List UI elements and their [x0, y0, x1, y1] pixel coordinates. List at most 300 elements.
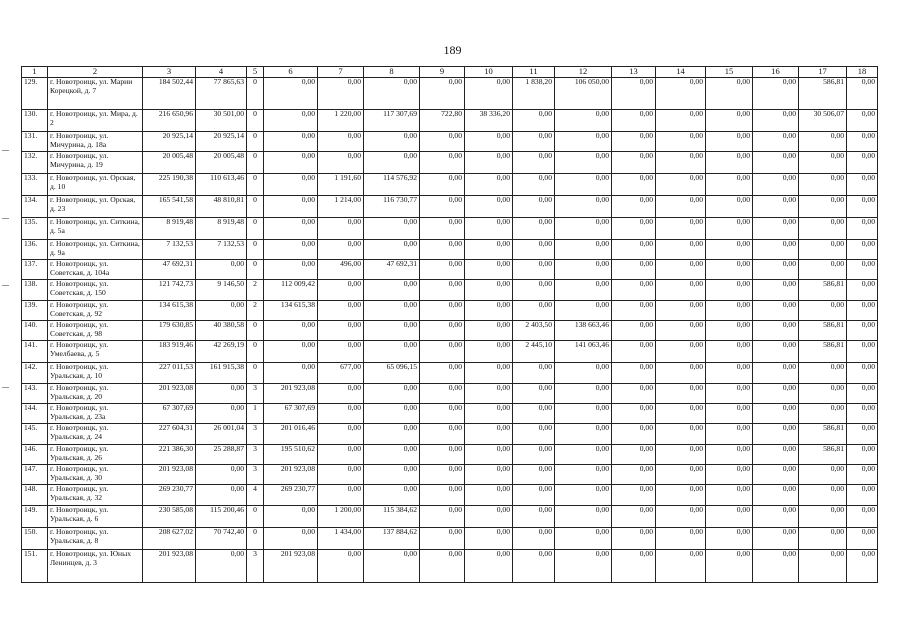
value-cell: 117 307,69 [364, 110, 420, 132]
value-cell: 0,00 [656, 78, 706, 110]
address-cell: г. Новотроицк, ул. Уральская, д. 20 [48, 384, 143, 404]
value-cell: 38 336,20 [465, 110, 513, 132]
value-cell: 179 630,85 [143, 321, 196, 341]
value-cell: 0,00 [656, 341, 706, 363]
value-cell: 0,00 [264, 240, 318, 260]
value-cell: 0,00 [513, 280, 555, 301]
value-cell: 183 919,46 [143, 341, 196, 363]
value-cell: 0,00 [706, 485, 753, 506]
value-cell: 586,81 [799, 341, 847, 363]
value-cell: 0,00 [465, 363, 513, 384]
row-number-cell: 141. [22, 341, 48, 363]
value-cell: 0,00 [364, 321, 420, 341]
count-cell: 3 [247, 424, 264, 445]
column-header-3: 3 [143, 67, 196, 78]
address-cell: г. Новотроицк, ул. Уральская, д. 8 [48, 528, 143, 550]
address-cell: г. Новотроицк, ул. Советская, д. 98 [48, 321, 143, 341]
value-cell: 0,00 [847, 260, 878, 280]
value-cell: 201 923,08 [143, 550, 196, 583]
value-cell: 0,00 [420, 240, 465, 260]
value-cell: 0,00 [318, 78, 364, 110]
column-header-8: 8 [364, 67, 420, 78]
address-cell: г. Новотроицк, ул. Советская, д. 150 [48, 280, 143, 301]
value-cell: 0,00 [847, 152, 878, 174]
count-cell: 3 [247, 445, 264, 465]
value-cell: 0,00 [465, 445, 513, 465]
row-number-cell: 133. [22, 174, 48, 196]
value-cell: 134 615,38 [143, 301, 196, 321]
value-cell: 121 742,73 [143, 280, 196, 301]
value-cell: 0,00 [513, 445, 555, 465]
value-cell: 0,00 [318, 218, 364, 240]
table-row [22, 445, 878, 465]
value-cell: 0,00 [847, 465, 878, 485]
column-header-18: 18 [847, 67, 878, 78]
value-cell: 1 220,00 [318, 110, 364, 132]
count-cell: 0 [247, 218, 264, 240]
row-number-cell: 150. [22, 528, 48, 550]
count-cell: 0 [247, 174, 264, 196]
value-cell: 0,00 [656, 218, 706, 240]
table-row [22, 550, 878, 583]
row-number-cell: 136. [22, 240, 48, 260]
value-cell: 0,00 [847, 384, 878, 404]
address-cell: г. Новотроицк, ул. Марии Корецкой, д. 7 [48, 78, 143, 110]
value-cell: 7 132,53 [196, 240, 247, 260]
table-row [22, 465, 878, 485]
value-cell: 110 613,46 [196, 174, 247, 196]
value-cell: 114 576,92 [364, 174, 420, 196]
value-cell: 0,00 [706, 550, 753, 583]
value-cell: 216 650,96 [143, 110, 196, 132]
value-cell: 0,00 [420, 301, 465, 321]
address-cell: г. Новотроицк, ул. Уральская, д. 10 [48, 363, 143, 384]
scan-edge-mark [2, 387, 9, 388]
row-number-cell: 129. [22, 78, 48, 110]
row-number-cell: 139. [22, 301, 48, 321]
value-cell: 0,00 [753, 174, 799, 196]
value-cell: 0,00 [465, 260, 513, 280]
value-cell: 8 919,48 [196, 218, 247, 240]
value-cell: 25 288,87 [196, 445, 247, 465]
value-cell: 77 865,63 [196, 78, 247, 110]
value-cell: 0,00 [656, 363, 706, 384]
value-cell: 586,81 [799, 445, 847, 465]
count-cell: 0 [247, 152, 264, 174]
value-cell: 0,00 [364, 465, 420, 485]
value-cell: 0,00 [513, 528, 555, 550]
value-cell: 0,00 [513, 506, 555, 528]
value-cell: 0,00 [318, 384, 364, 404]
value-cell: 0,00 [555, 301, 612, 321]
value-cell: 0,00 [706, 363, 753, 384]
value-cell: 0,00 [364, 404, 420, 424]
row-number-cell: 140. [22, 321, 48, 341]
value-cell: 0,00 [264, 260, 318, 280]
value-cell: 0,00 [799, 363, 847, 384]
value-cell: 0,00 [706, 424, 753, 445]
value-cell: 0,00 [799, 506, 847, 528]
row-number-cell: 151. [22, 550, 48, 583]
value-cell: 0,00 [753, 240, 799, 260]
value-cell: 0,00 [799, 485, 847, 506]
value-cell: 67 307,69 [143, 404, 196, 424]
value-cell: 0,00 [555, 174, 612, 196]
value-cell: 0,00 [847, 485, 878, 506]
value-cell: 115 200,46 [196, 506, 247, 528]
value-cell: 0,00 [847, 174, 878, 196]
count-cell: 0 [247, 132, 264, 152]
value-cell: 0,00 [513, 174, 555, 196]
value-cell: 0,00 [656, 321, 706, 341]
value-cell: 0,00 [753, 363, 799, 384]
value-cell: 0,00 [706, 404, 753, 424]
address-cell: г. Новотроицк, ул. Советская, д. 104а [48, 260, 143, 280]
value-cell: 0,00 [612, 110, 656, 132]
address-cell: г. Новотроицк, ул. Орская, д. 10 [48, 174, 143, 196]
address-cell: г. Новотроицк, ул. Орская, д. 23 [48, 196, 143, 218]
value-cell: 0,00 [420, 152, 465, 174]
value-cell: 201 923,08 [143, 465, 196, 485]
value-cell: 0,00 [612, 341, 656, 363]
count-cell: 0 [247, 196, 264, 218]
value-cell: 0,00 [465, 240, 513, 260]
value-cell: 20 925,14 [196, 132, 247, 152]
value-cell: 0,00 [465, 465, 513, 485]
value-cell: 0,00 [847, 240, 878, 260]
value-cell: 0,00 [847, 550, 878, 583]
value-cell: 0,00 [753, 321, 799, 341]
row-number-cell: 135. [22, 218, 48, 240]
address-cell: г. Новотроицк, ул. Мичурина, д. 19 [48, 152, 143, 174]
value-cell: 184 502,44 [143, 78, 196, 110]
row-number-cell: 146. [22, 445, 48, 465]
value-cell: 0,00 [420, 341, 465, 363]
value-cell: 201 923,08 [264, 384, 318, 404]
value-cell: 0,00 [318, 404, 364, 424]
value-cell: 0,00 [799, 260, 847, 280]
row-number-cell: 149. [22, 506, 48, 528]
value-cell: 0,00 [656, 301, 706, 321]
value-cell: 0,00 [318, 321, 364, 341]
value-cell: 0,00 [656, 465, 706, 485]
value-cell: 225 190,38 [143, 174, 196, 196]
value-cell: 0,00 [420, 280, 465, 301]
value-cell: 0,00 [753, 341, 799, 363]
value-cell: 0,00 [847, 506, 878, 528]
value-cell: 0,00 [847, 341, 878, 363]
value-cell: 0,00 [513, 240, 555, 260]
count-cell: 0 [247, 240, 264, 260]
value-cell: 0,00 [264, 321, 318, 341]
value-cell: 0,00 [364, 280, 420, 301]
value-cell: 0,00 [706, 196, 753, 218]
value-cell: 0,00 [656, 110, 706, 132]
value-cell: 0,00 [656, 240, 706, 260]
value-cell: 0,00 [465, 301, 513, 321]
value-cell: 0,00 [465, 424, 513, 445]
value-cell: 0,00 [465, 341, 513, 363]
value-cell: 65 096,15 [364, 363, 420, 384]
value-cell: 0,00 [465, 132, 513, 152]
value-cell: 0,00 [420, 196, 465, 218]
value-cell: 0,00 [555, 485, 612, 506]
row-number-cell: 132. [22, 152, 48, 174]
value-cell: 0,00 [706, 260, 753, 280]
value-cell: 0,00 [753, 196, 799, 218]
table-row [22, 384, 878, 404]
value-cell: 0,00 [513, 424, 555, 445]
value-cell: 0,00 [555, 363, 612, 384]
column-header-5: 5 [247, 67, 264, 78]
value-cell: 0,00 [656, 260, 706, 280]
value-cell: 201 923,08 [143, 384, 196, 404]
column-header-10: 10 [465, 67, 513, 78]
value-cell: 0,00 [656, 280, 706, 301]
value-cell: 0,00 [318, 465, 364, 485]
value-cell: 0,00 [753, 218, 799, 240]
value-cell: 227 604,31 [143, 424, 196, 445]
value-cell: 0,00 [318, 280, 364, 301]
value-cell: 0,00 [656, 384, 706, 404]
value-cell: 0,00 [656, 485, 706, 506]
value-cell: 0,00 [465, 152, 513, 174]
column-header-16: 16 [753, 67, 799, 78]
value-cell: 0,00 [196, 465, 247, 485]
value-cell: 0,00 [656, 506, 706, 528]
value-cell: 0,00 [465, 528, 513, 550]
value-cell: 0,00 [612, 363, 656, 384]
count-cell: 0 [247, 528, 264, 550]
table-row [22, 240, 878, 260]
column-header-6: 6 [264, 67, 318, 78]
value-cell: 0,00 [656, 528, 706, 550]
value-cell: 0,00 [420, 424, 465, 445]
value-cell: 0,00 [706, 528, 753, 550]
value-cell: 0,00 [465, 404, 513, 424]
value-cell: 0,00 [555, 465, 612, 485]
value-cell: 0,00 [612, 485, 656, 506]
value-cell: 0,00 [318, 424, 364, 445]
table-body [22, 78, 878, 583]
value-cell: 1 434,00 [318, 528, 364, 550]
value-cell: 0,00 [420, 528, 465, 550]
value-cell: 0,00 [753, 424, 799, 445]
value-cell: 0,00 [364, 132, 420, 152]
value-cell: 0,00 [196, 485, 247, 506]
value-cell: 0,00 [364, 485, 420, 506]
address-cell: г. Новотроицк, ул. Мира, д. 2 [48, 110, 143, 132]
value-cell: 0,00 [513, 218, 555, 240]
value-cell: 0,00 [753, 280, 799, 301]
value-cell: 0,00 [847, 363, 878, 384]
value-cell: 0,00 [513, 384, 555, 404]
value-cell: 26 001,04 [196, 424, 247, 445]
address-cell: г. Новотроицк, ул. Уральская, д. 6 [48, 506, 143, 528]
value-cell: 0,00 [513, 363, 555, 384]
value-cell: 0,00 [420, 132, 465, 152]
page-number: 189 [443, 43, 462, 57]
value-cell: 0,00 [753, 110, 799, 132]
value-cell: 0,00 [847, 321, 878, 341]
value-cell: 2 445,10 [513, 341, 555, 363]
value-cell: 0,00 [612, 196, 656, 218]
value-cell: 0,00 [753, 404, 799, 424]
value-cell: 0,00 [364, 218, 420, 240]
table-header [22, 67, 878, 78]
value-cell: 0,00 [847, 280, 878, 301]
value-cell: 0,00 [420, 321, 465, 341]
value-cell: 0,00 [318, 341, 364, 363]
value-cell: 1 191,60 [318, 174, 364, 196]
value-cell: 0,00 [318, 445, 364, 465]
row-number-cell: 143. [22, 384, 48, 404]
value-cell: 0,00 [465, 196, 513, 218]
table-row [22, 528, 878, 550]
value-cell: 0,00 [264, 152, 318, 174]
value-cell: 0,00 [555, 218, 612, 240]
column-header-9: 9 [420, 67, 465, 78]
value-cell: 0,00 [513, 404, 555, 424]
value-cell: 1 214,00 [318, 196, 364, 218]
scan-edge-mark [2, 150, 9, 151]
value-cell: 0,00 [555, 528, 612, 550]
column-header-2: 2 [48, 67, 143, 78]
table-row [22, 78, 878, 110]
value-cell: 70 742,40 [196, 528, 247, 550]
column-header-12: 12 [555, 67, 612, 78]
value-cell: 677,00 [318, 363, 364, 384]
value-cell: 0,00 [799, 384, 847, 404]
value-cell: 0,00 [799, 550, 847, 583]
value-cell: 0,00 [555, 196, 612, 218]
value-cell: 115 384,62 [364, 506, 420, 528]
value-cell: 42 269,19 [196, 341, 247, 363]
value-cell: 0,00 [196, 550, 247, 583]
value-cell: 0,00 [318, 132, 364, 152]
value-cell: 0,00 [420, 218, 465, 240]
value-cell: 0,00 [264, 110, 318, 132]
count-cell: 0 [247, 110, 264, 132]
value-cell: 0,00 [753, 445, 799, 465]
value-cell: 0,00 [706, 280, 753, 301]
value-cell: 0,00 [656, 404, 706, 424]
value-cell: 161 915,38 [196, 363, 247, 384]
value-cell: 0,00 [364, 445, 420, 465]
value-cell: 2 403,50 [513, 321, 555, 341]
value-cell: 0,00 [706, 341, 753, 363]
value-cell: 201 016,46 [264, 424, 318, 445]
value-cell: 0,00 [420, 404, 465, 424]
value-cell: 0,00 [196, 384, 247, 404]
value-cell: 0,00 [847, 132, 878, 152]
value-cell: 20 005,48 [196, 152, 247, 174]
value-cell: 0,00 [847, 301, 878, 321]
value-cell: 0,00 [196, 260, 247, 280]
value-cell: 0,00 [465, 506, 513, 528]
value-cell: 0,00 [706, 445, 753, 465]
value-cell: 0,00 [753, 132, 799, 152]
value-cell: 0,00 [799, 240, 847, 260]
value-cell: 0,00 [753, 301, 799, 321]
value-cell: 47 692,31 [143, 260, 196, 280]
value-cell: 0,00 [799, 152, 847, 174]
value-cell: 0,00 [656, 445, 706, 465]
value-cell: 0,00 [847, 218, 878, 240]
value-cell: 227 011,53 [143, 363, 196, 384]
value-cell: 195 510,62 [264, 445, 318, 465]
value-cell: 0,00 [706, 240, 753, 260]
value-cell: 0,00 [612, 280, 656, 301]
count-cell: 3 [247, 465, 264, 485]
value-cell: 0,00 [513, 196, 555, 218]
value-cell: 0,00 [318, 550, 364, 583]
value-cell: 0,00 [196, 404, 247, 424]
value-cell: 0,00 [420, 78, 465, 110]
row-number-cell: 147. [22, 465, 48, 485]
value-cell: 0,00 [555, 152, 612, 174]
table-row [22, 280, 878, 301]
value-cell: 0,00 [706, 218, 753, 240]
column-header-7: 7 [318, 67, 364, 78]
value-cell: 208 627,02 [143, 528, 196, 550]
value-cell: 0,00 [465, 321, 513, 341]
value-cell: 0,00 [612, 465, 656, 485]
value-cell: 0,00 [420, 260, 465, 280]
value-cell: 0,00 [612, 301, 656, 321]
value-cell: 0,00 [753, 384, 799, 404]
value-cell: 221 386,30 [143, 445, 196, 465]
value-cell: 20 005,48 [143, 152, 196, 174]
table-row [22, 485, 878, 506]
value-cell: 0,00 [612, 424, 656, 445]
table-row [22, 196, 878, 218]
value-cell: 0,00 [555, 260, 612, 280]
value-cell: 201 923,08 [264, 465, 318, 485]
value-cell: 586,81 [799, 321, 847, 341]
value-cell: 0,00 [364, 424, 420, 445]
value-cell: 586,81 [799, 280, 847, 301]
table-row [22, 424, 878, 445]
table-row [22, 506, 878, 528]
value-cell: 0,00 [847, 110, 878, 132]
value-cell: 106 050,00 [555, 78, 612, 110]
value-cell: 0,00 [706, 384, 753, 404]
value-cell: 0,00 [612, 550, 656, 583]
address-cell: г. Новотроицк, ул. Уральская, д. 32 [48, 485, 143, 506]
value-cell: 0,00 [555, 404, 612, 424]
value-cell: 0,00 [656, 196, 706, 218]
count-cell: 0 [247, 506, 264, 528]
value-cell: 0,00 [706, 465, 753, 485]
row-number-cell: 130. [22, 110, 48, 132]
row-number-cell: 148. [22, 485, 48, 506]
value-cell: 0,00 [364, 240, 420, 260]
value-cell: 112 009,42 [264, 280, 318, 301]
table-row [22, 301, 878, 321]
value-cell: 116 730,77 [364, 196, 420, 218]
value-cell: 0,00 [799, 404, 847, 424]
row-number-cell: 137. [22, 260, 48, 280]
value-cell: 0,00 [656, 550, 706, 583]
table-row [22, 152, 878, 174]
count-cell: 0 [247, 321, 264, 341]
address-cell: г. Новотроицк, ул. Юных Ленинцев, д. 3 [48, 550, 143, 583]
value-cell: 0,00 [656, 132, 706, 152]
value-cell: 20 925,14 [143, 132, 196, 152]
value-cell: 0,00 [513, 260, 555, 280]
value-cell: 0,00 [364, 384, 420, 404]
